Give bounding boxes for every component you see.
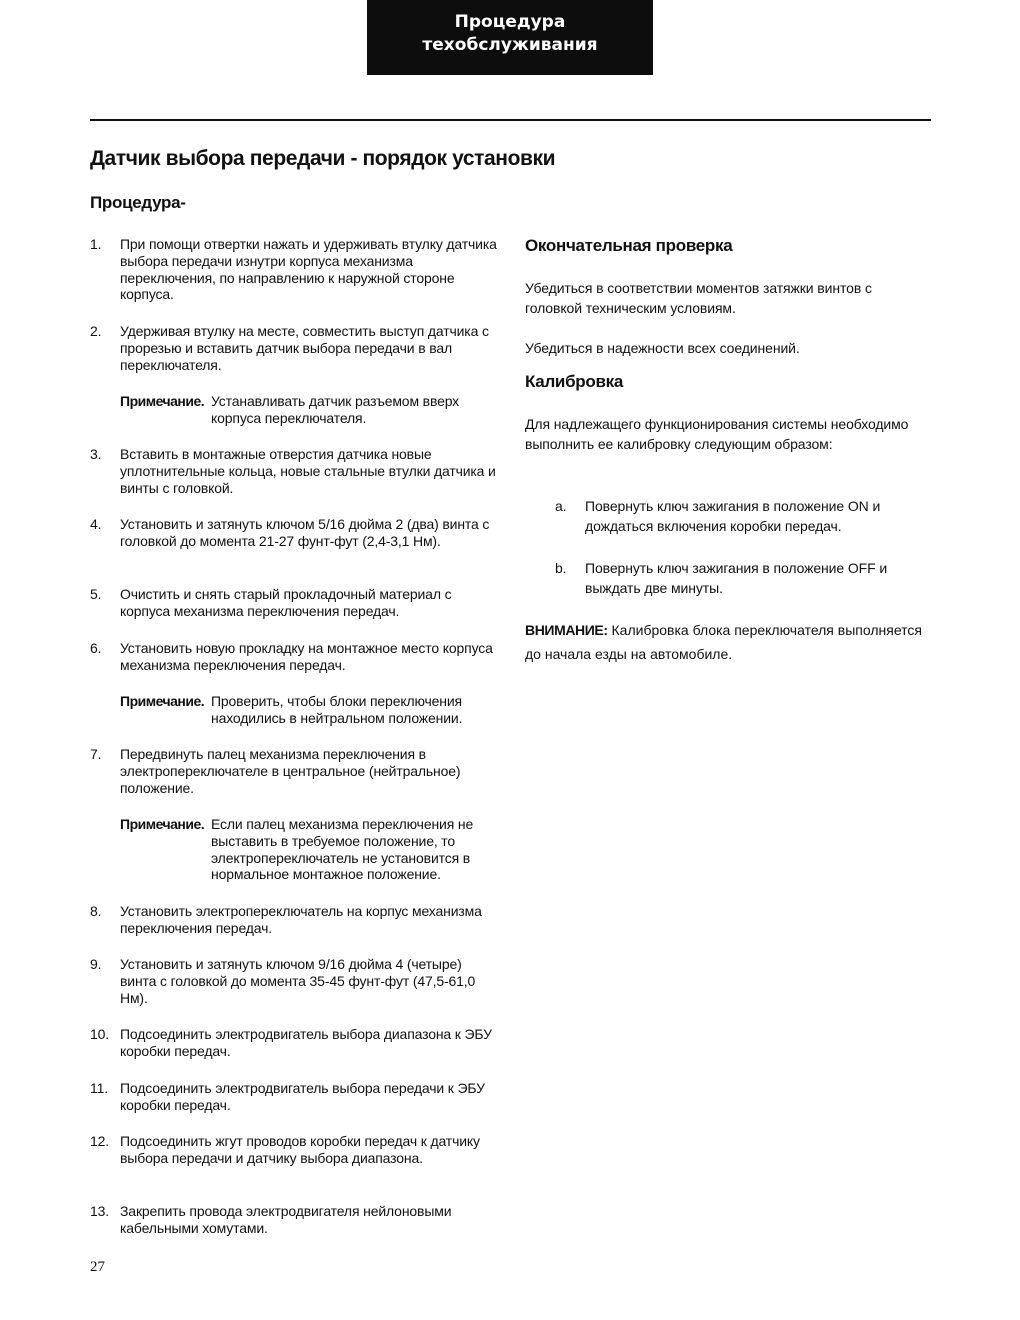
- section-header-line1: Процедура: [454, 12, 566, 32]
- section-header-tab: [367, 0, 653, 75]
- procedure-step: [90, 903, 500, 937]
- calibration-item: [525, 558, 925, 598]
- calibration-item-text: Повернуть ключ зажигания в положение OFF и выждать две минуты.: [585, 560, 888, 596]
- calibration-item-text: Повернуть ключ зажигания в положение ON и дождаться включения коробки передач.: [585, 498, 881, 534]
- step-text: Установить и затянуть ключом 9/16 дюйма 4 (четыре) винта с головкой до момента 35-45 фунт-фут (47,5-61,0 Нм).: [120, 956, 476, 1006]
- procedure-step: [90, 640, 500, 674]
- procedure-step: [90, 323, 500, 373]
- step-number: 4.: [90, 516, 102, 532]
- step-number: 3.: [90, 446, 102, 462]
- warning-text: Калибровка блока переключателя выполняется до начала езды на автомобиле.: [525, 622, 922, 662]
- step-text: Вставить в монтажные отверстия датчика новые уплотнительные кольца, новые стальные втулки датчика и винты с головкой.: [120, 446, 496, 496]
- step-text: Передвинуть палец механизма переключения в электропереключателе в центральное (нейтральное) положение.: [120, 746, 461, 796]
- calibration-intro: Для надлежащего функционирования системы необходимо выполнить ее калибровку следующим образом:: [525, 416, 909, 452]
- step-text: Закрепить провода электродвигателя нейлоновыми кабельными хомутами.: [120, 1203, 452, 1236]
- step-text: Подсоединить электродвигатель выбора передачи к ЭБУ коробки передач.: [120, 1080, 485, 1113]
- step-number: 5.: [90, 586, 102, 602]
- step-number: 6.: [90, 640, 102, 656]
- warning-block: [525, 618, 925, 666]
- step-number: 7.: [90, 746, 102, 762]
- final-check-paragraph: Убедиться в соответствии моментов затяжки винтов с головкой техническим условиям.: [525, 280, 872, 316]
- step-text: Очистить и снять старый прокладочный материал с корпуса механизма переключения передач.: [120, 586, 452, 619]
- note-text: Проверить, чтобы блоки переключения находились в нейтральном положении.: [211, 693, 463, 726]
- note-label: Примечание.: [120, 393, 205, 409]
- section-header-line2: техобслуживания: [422, 35, 598, 55]
- step-number: 2.: [90, 323, 102, 339]
- step-number: 10.: [90, 1026, 110, 1042]
- step-text: Подсоединить электродвигатель выбора диапазона к ЭБУ коробки передач.: [120, 1026, 492, 1059]
- step-text: Удерживая втулку на месте, совместить выступ датчика с прорезью и вставить датчик выбора передачи в вал переключателя.: [120, 323, 489, 373]
- note-text: Устанавливать датчик разъемом вверх корпуса переключателя.: [211, 393, 460, 426]
- procedure-step: [90, 1026, 500, 1060]
- step-number: 12.: [90, 1133, 110, 1149]
- page-title: Датчик выбора передачи - порядок установки: [90, 147, 556, 170]
- procedure-step: [90, 236, 500, 303]
- note: [120, 816, 500, 883]
- procedure-step: [90, 586, 500, 620]
- procedure-step: [90, 1080, 500, 1114]
- procedure-step: [90, 1133, 500, 1167]
- horizontal-rule: [90, 119, 931, 121]
- calibration-title: Калибровка: [525, 372, 623, 391]
- note-label: Примечание.: [120, 816, 205, 832]
- step-number: 13.: [90, 1203, 110, 1219]
- step-text: Установить электропереключатель на корпус механизма переключения передач.: [120, 903, 482, 936]
- step-number: 11.: [90, 1080, 108, 1096]
- calibration-item-letter: a.: [555, 498, 567, 514]
- step-number: 1.: [90, 236, 102, 252]
- step-text: Установить и затянуть ключом 5/16 дюйма 2 (два) винта с головкой до момента 21-27 фунт-фут (2,4-3,1 Нм).: [120, 516, 490, 549]
- procedure-step: [90, 446, 500, 496]
- note: [120, 693, 500, 727]
- note: [120, 393, 500, 427]
- page-number: 27: [90, 1259, 105, 1275]
- calibration-item: [525, 496, 925, 536]
- step-text: Установить новую прокладку на монтажное место корпуса механизма переключения передач.: [120, 640, 493, 673]
- note-label: Примечание.: [120, 693, 205, 709]
- final-check-title: Окончательная проверка: [525, 236, 733, 255]
- procedure-step: [90, 516, 500, 550]
- note-text: Если палец механизма переключения не выставить в требуемое положение, то электропереключатель не установится в нормальное монтажное положение.: [211, 816, 474, 883]
- procedure-step: [90, 1203, 500, 1237]
- step-text: При помощи отвертки нажать и удерживать втулку датчика выбора передачи изнутри корпуса механизма переключения, по направлению к наружной стороне корпуса.: [120, 236, 497, 303]
- step-number: 9.: [90, 956, 102, 972]
- final-check-paragraph: Убедиться в надежности всех соединений.: [525, 340, 800, 356]
- step-text: Подсоединить жгут проводов коробки передач к датчику выбора передачи и датчику выбора диапазона.: [120, 1133, 480, 1166]
- warning-label: ВНИМАНИЕ:: [525, 622, 608, 638]
- procedure-step: [90, 956, 500, 1006]
- procedure-step: [90, 746, 500, 796]
- procedure-title: Процедура-: [90, 193, 186, 212]
- calibration-item-letter: b.: [555, 560, 567, 576]
- step-number: 8.: [90, 903, 102, 919]
